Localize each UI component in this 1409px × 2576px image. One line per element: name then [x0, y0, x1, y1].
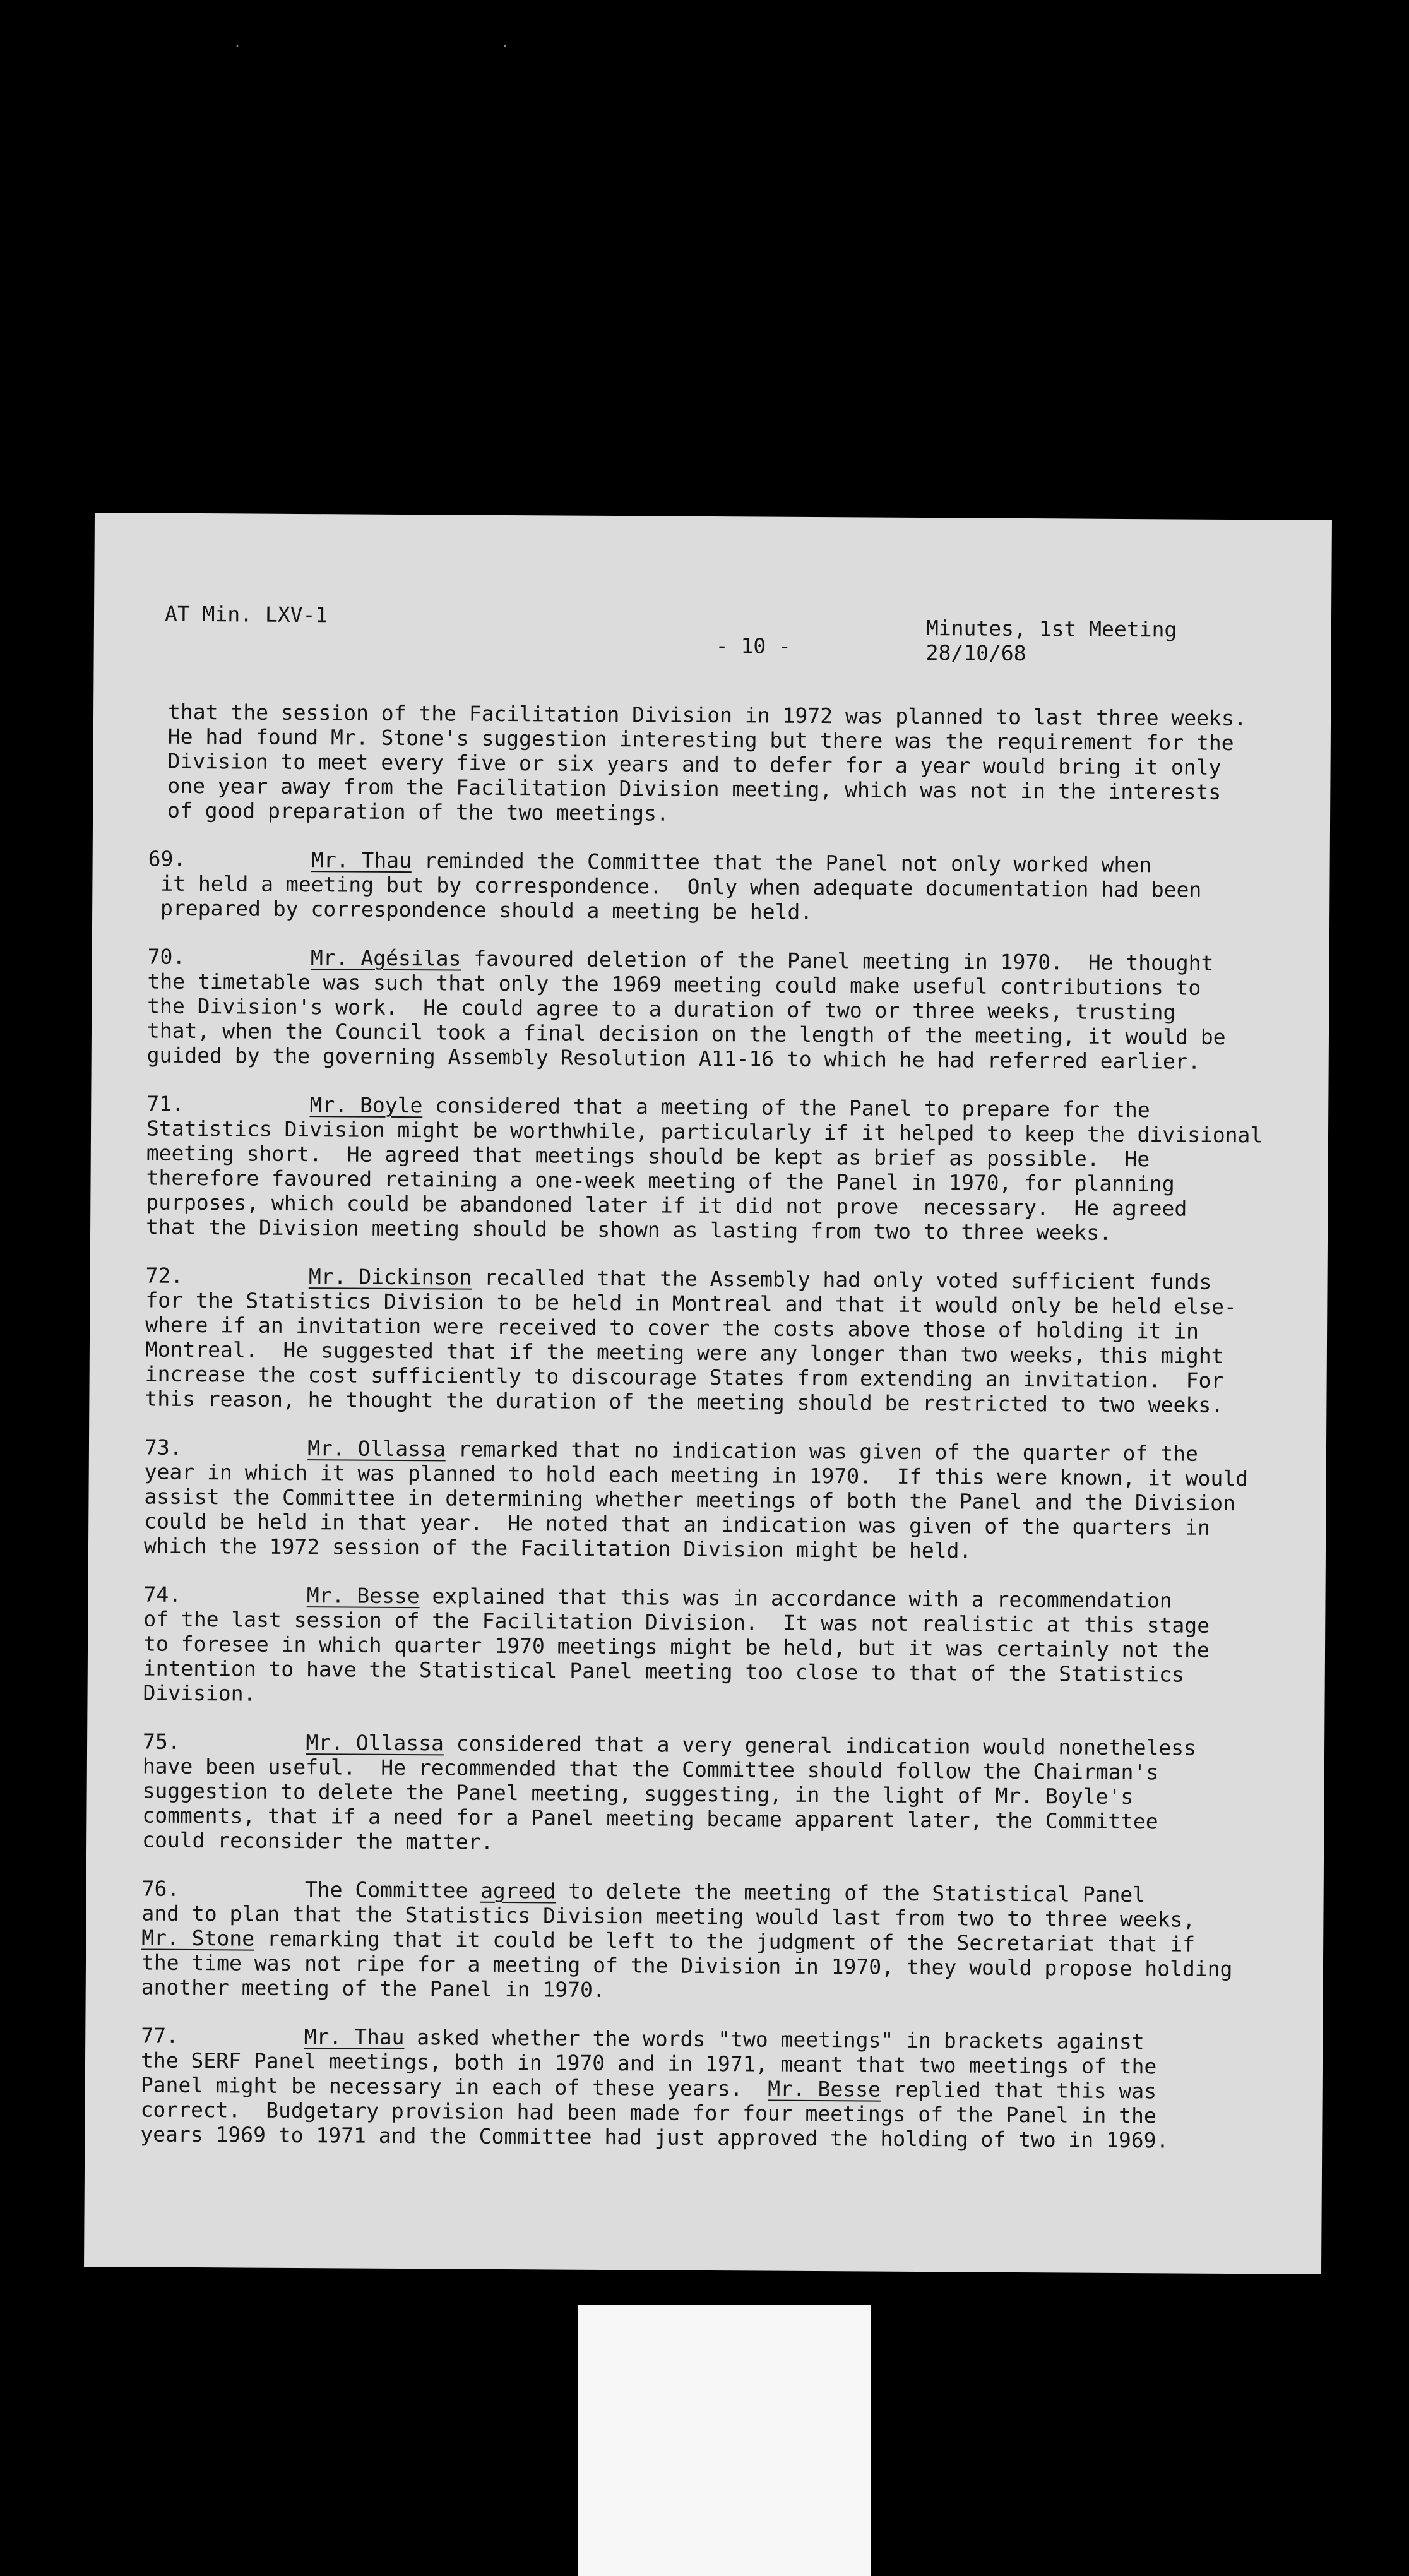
paragraph-number: 72.	[145, 1263, 184, 1288]
paragraph-number: 73.	[144, 1434, 182, 1460]
paragraph-number: 77.	[141, 2023, 179, 2048]
paragraph-72: 72. Mr. Dickinson recalled that the Assembly had only voted sufficient funds for the Statistics Division to be held in Montreal and that it would only be held else- where if an invitation were received to cover the costs above those of holding it in Montreal. He suggested that if the meeting were any longer than two weeks, this might increase the cost sufficiently to discourage States from extending an invitation. For this reason, he thought the duration of the meeting should be restricted to two weeks.	[145, 1263, 1237, 1417]
paragraph-number: 69.	[148, 846, 186, 871]
document-page	[84, 513, 1332, 2274]
paragraph-71: 71. Mr. Boyle considered that a meeting of the Panel to prepare for the Statistics Division might be worthwhile, particularly if it helped to keep the divisional meeting short. He agreed that meetings should be kept as brief as possible. He therefore favoured retaining a one-week meeting of the Panel in 1970, for planning purposes, which could be abandoned later if it did not prove necessary. He agreed that the Division meeting should be shown as lasting from two to three weeks.	[145, 1091, 1263, 1245]
paragraph-74: 74. Mr. Besse explained that this was in accordance with a recommendation of the last session of the Facilitation Division. It was not realistic at this stage to foresee in which quarter 1970 meetings might be held, but it was certainly not the intention to have the Statistical Panel meeting too close to that of the Statistics Division.	[143, 1582, 1210, 1706]
speaker-name: Mr. Thau	[304, 2024, 405, 2050]
paragraph-76: 76. The Committee agreed to delete the meeting of the Statistical Panel and to plan that the Statistics Division meeting would last from two to three weeks, Mr. Stone remarking that it could be left to the judgment of the Secretariat that if the time was not ripe for a meeting of the Division in 1970, they would propose holding another meeting of the Panel in 1970.	[141, 1876, 1233, 2002]
meeting-date: 28/10/68	[925, 640, 1026, 666]
decision-keyword: agreed	[480, 1878, 556, 1904]
speaker-name: Mr. Agésilas	[310, 945, 461, 971]
speaker-name: Mr. Thau	[311, 847, 412, 873]
speaker-name: Mr. Dickinson	[308, 1264, 472, 1290]
paragraph-continuation: that the session of the Facilitation Division in 1972 was planned to last three weeks. He had found Mr. Stone's suggestion interesting but there was the requirement for the Division to meet every five or six years and to defer for a year would bring it only one year away from the Facilitation Division meeting, which was not in the interests of good preparation of the two meetings.	[167, 699, 1247, 826]
minutes-body	[140, 700, 1329, 2178]
paragraph-number: 70.	[147, 944, 186, 969]
speaker-name: Mr. Besse	[306, 1583, 420, 1609]
document-reference: AT Min. LXV-1	[164, 601, 328, 628]
paragraph-number: 74.	[143, 1582, 182, 1607]
paragraph-number: 75.	[142, 1729, 181, 1754]
paragraph-75: 75. Mr. Ollassa considered that a very general indication would nonetheless have been useful. He recommended that the Committee should follow the Chairman's suggestion to delete the Panel meeting, suggesting, in the light of Mr. Boyle's comments, that if a need for a Panel meeting became apparent later, the Committee could reconsider the matter.	[142, 1729, 1197, 1854]
meeting-title: Minutes, 1st Meeting	[925, 616, 1177, 642]
paragraph-73: 73. Mr. Ollassa remarked that no indication was given of the quarter of the year in which it was planned to hold each meeting in 1970. If this were known, it would assist the Committee in determining whether meetings of both the Panel and the Division could be held in that year. He noted that an indication was given of the quarters in which the 1972 session of the Facilitation Division might be held.	[143, 1434, 1249, 1563]
speaker-name: Mr. Boyle	[309, 1092, 423, 1118]
speaker-name: Mr. Besse	[768, 2076, 881, 2102]
paragraph-number: 71.	[146, 1091, 185, 1116]
speaker-name: Mr. Ollassa	[306, 1730, 444, 1756]
speaker-name: Mr. Ollassa	[307, 1436, 446, 1462]
page-number: - 10 -	[715, 633, 792, 659]
paragraph-69: 69. Mr. Thau reminded the Committee that the Panel not only worked when it held a meeting but by correspondence. Only when adequate documentation had been prepared by correspondence should a meeting be held.	[148, 846, 1202, 924]
paragraph-number: 76.	[141, 1876, 180, 1901]
film-specks: . .	[234, 35, 636, 50]
meeting-info	[926, 616, 1177, 666]
speaker-name: Mr. Stone	[141, 1925, 255, 1951]
paragraph-77: 77. Mr. Thau asked whether the words "two meetings" in brackets against the SERF Panel meetings, both in 1970 and in 1971, meant that two meetings of the Panel might be necessary in each of these years. Mr. Besse replied that this was correct. Budgetary provision had been made for four meetings of the Panel in the years 1969 to 1971 and the Committee had just approved the holding of two in 1969.	[140, 2023, 1169, 2153]
paragraph-70: 70. Mr. Agésilas favoured deletion of the Panel meeting in 1970. He thought the timetable was such that only the 1969 meeting could make useful contributions to the Division's work. He could agree to a duration of two or three weeks, trusting that, when the Council took a final decision on the length of the meeting, it would be guided by the governing Assembly Resolution A11-16 to which he had referred earlier.	[146, 944, 1226, 1074]
film-target-card	[578, 2305, 871, 2576]
